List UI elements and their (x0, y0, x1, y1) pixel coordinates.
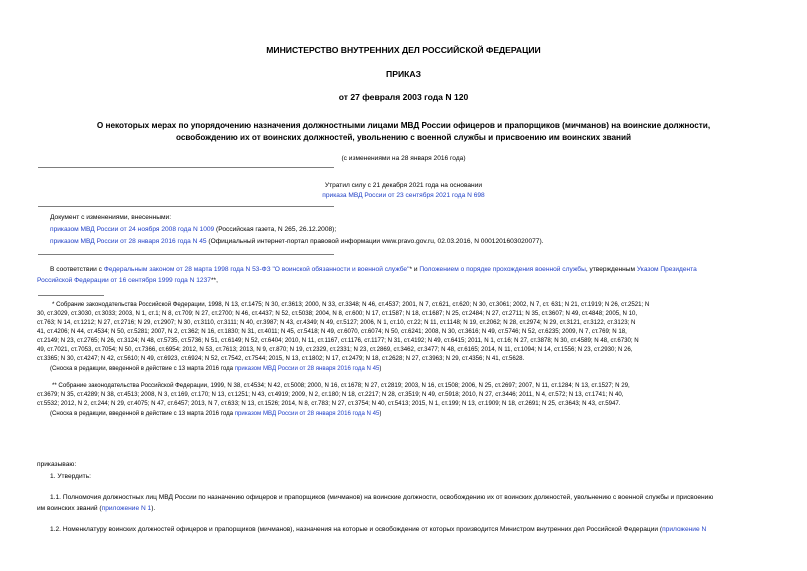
footnote-2-line: ст.3679; N 35, ст.4289; N 38, ст.4513; 2008, N 3, ст.169, ст.170; N 13, ст.1251; N 43, ст.4919; 2009, N 2, ст.180; N 18, ст.2217; N 28, ст.3519; N 49, ст.5918; 2010, N 27, ст.3446; 2011, N 4, ст.572; N 13, ст.1741; N 40, (37, 391, 624, 398)
footnote-separator (38, 295, 104, 296)
preamble-paragraph-cont (37, 277, 218, 286)
appendix-1-link[interactable]: приложение N 1 (101, 505, 152, 512)
repeal-order-link[interactable]: приказа МВД России от 23 сентября 2021 года N 698 (322, 192, 485, 199)
doc-title-line-1: О некоторых мерах по упорядочению назначения должностными лицами МВД России офицеров и прапорщиков (мичманов) на воинские должности, (96, 121, 711, 130)
doc-title-line-2: освобождению их от воинских должностей, увольнению с военной службы и присвоению им воинских званий (175, 133, 632, 142)
item-1-1-close: ). (151, 505, 156, 512)
edit-note-close: ) (379, 410, 382, 417)
preamble-text: , утвержденным (585, 266, 637, 273)
change-order-2-source: (Официальный интернет-портал правовой информации www.pravo.gov.ru, 02.03.2016, N 0001201603020077). (206, 238, 544, 245)
presidential-decree-link-cont[interactable]: Российской Федерации от 16 сентября 1999 года N 1237 (37, 277, 211, 284)
status-link-line (0, 192, 807, 199)
item-1-2-text: 1.2. Номенклатуру воинских должностей офицеров и прапорщиков (мичманов), назначения на которые и освобождение от которых производится Министром внутренних дел Российской Федерации ( (50, 526, 663, 533)
item-1-1-text: им воинских званий ( (37, 505, 102, 512)
service-regulation-link[interactable]: Положением о порядке прохождения военной службы (419, 266, 586, 273)
footnote-1-line: * Собрание законодательства Российской Федерации, 1998, N 13, ст.1475; N 30, ст.3613; 2000, N 33, ст.3348; N 46, ст.4537; 2001, N 7, ст.621, ст.620; N 30, ст.3061; 2002, N 7, ст. 631; N 21, ст.1919; N 26, ст.2521; N (52, 301, 650, 308)
ministry-heading: МИНИСТЕРСТВО ВНУТРЕННИХ ДЕЛ РОССИЙСКОЙ ФЕДЕРАЦИИ (266, 45, 541, 55)
footnote-1-line: 41, ст.4206; N 44, ст.4534; N 50, ст.5281; 2007, N 2, ст.362; N 16, ст.1830; N 31, ст.4011; N 45, ст.5418; N 49, ст.6070, ст.6074; N 50, ст.6241; 2008, N 30, ст.3616; N 49, ст.5746; N 52, ст.6235; 2009, N 7, ст.769; N 18, (37, 328, 627, 335)
change-order-1-link[interactable]: приказом МВД России от 24 ноября 2008 года N 1009 (50, 226, 215, 233)
preamble-text: * и (409, 266, 420, 273)
separator-rule (38, 167, 334, 168)
footnote-2-edit-note (50, 410, 381, 419)
change-order-2-link[interactable]: приказом МВД России от 28 января 2016 года N 45 (50, 238, 207, 245)
footnote-2-line: ** Собрание законодательства Российской Федерации, 1999, N 38, ст.4534; N 42, ст.5008; 2000, N 16, ст.1678; N 27, ст.2819; 2003, N 16, ст.1508; 2006, N 25, ст.2697; 2007, N 11, ст.1284; N 13, ст.1527; N 29, (52, 382, 630, 389)
preamble-text: В соответствии с (50, 266, 104, 273)
item-1: 1. Утвердить: (50, 473, 91, 480)
changes-heading: Документ с изменениями, внесенными: (50, 214, 172, 221)
footnote-1-edit-note (50, 365, 381, 374)
separator-rule (38, 206, 334, 207)
item-1-2-line-1 (50, 526, 706, 535)
changes-item-1 (50, 226, 336, 235)
item-1-1-line-1: 1.1. Полномочия должностных лиц МВД России по назначению офицеров и прапорщиков (мичманов) на воинские должности, освобождению их от воинских должностей, увольнению с военной службы и присвоению (50, 494, 714, 501)
appendix-2-link[interactable]: приложение N (662, 526, 707, 533)
footnote-1-amend-link[interactable]: приказом МВД России от 28 января 2016 года N 45 (234, 365, 380, 372)
doc-type-heading: ПРИКАЗ (386, 69, 421, 79)
footnote-1-line: 30, ст.3029, ст.3030, ст.3033; 2003, N 1, ст.1; N 8, ст.709; N 27, ст.2700; N 46, ст.4437; N 52, ст.5038; 2004, N 8, ст.600; N 17, ст.1587; N 18, ст.1687; N 25, ст.2484; N 27, ст.2711; N 35, ст.3607; N 49, ст.4848; 2005, N 10, (37, 310, 638, 317)
change-order-1-source: (Российская газета, N 265, 26.12.2008); (214, 226, 337, 233)
federal-law-link[interactable]: Федеральным законом от 28 марта 1998 года N 53-ФЗ "О воинской обязанности и военной службе" (103, 266, 410, 273)
amendments-note: (с изменениями на 28 января 2016 года) (341, 155, 466, 162)
footnote-1-line: ст.2149; N 23, ст.2765; N 26, ст.3124; N 48, ст.5735, ст.5736; N 51, ст.6149; N 52, ст.6404; 2010, N 11, ст.1167, ст.1176, ст.1177; N 31, ст.4192; N 49, ст.6415; 2011, N 1, ст.16; N 27, ст.3878; N 30, ст.4589; N 48, ст.6730; N (37, 337, 639, 344)
separator-rule (38, 254, 334, 255)
preamble-paragraph (50, 266, 772, 275)
changes-item-2 (50, 238, 544, 247)
edit-note-text: (Сноска в редакции, введенной в действие с 13 марта 2016 года (50, 410, 235, 417)
orders-word: приказываю: (37, 461, 77, 468)
presidential-decree-link[interactable]: Указом Президента (636, 266, 697, 273)
footnote-1-line: ст.763; N 14, ст.1212; N 27, ст.2716; N 29, ст.2907; N 30, ст.3110, ст.3111; N 40, ст.3987; N 43, ст.4349; N 49, ст.5127; 2006, N 1, ст.10, ст.22; N 11, ст.1148; N 19, ст.2062; N 28, ст.2974; N 29, ст.3121, ст.3122, ст.3123; N (37, 319, 636, 326)
edit-note-text: (Сноска в редакции, введенной в действие с 13 марта 2016 года (50, 365, 235, 372)
footnote-1-line: 49, ст.7021, ст.7053, ст.7054; N 50, ст.7366, ст.6954; 2012, N 53, ст.7613; 2013, N 9, ст.870; N 19, ст.2329, ст.2331; N 23, ст.2869, ст.3462, ст.3477; N 48, ст.6165; 2014, N 11, ст.1094; N 14, ст.1556; N 23, ст.2930; N 26, (37, 346, 633, 353)
edit-note-close: ) (379, 365, 382, 372)
item-1-1-line-2 (37, 505, 155, 514)
status-text: Утратил силу с 21 декабря 2021 года на основании (324, 182, 483, 189)
doc-date-number: от 27 февраля 2003 года N 120 (338, 92, 469, 102)
footnote-2-amend-link[interactable]: приказом МВД России от 28 января 2016 года N 45 (234, 410, 380, 417)
preamble-text: **, (210, 277, 218, 284)
footnote-2-line: ст.5532; 2012, N 2, ст.244; N 29, ст.4075; N 47, ст.6457; 2013, N 7, ст.633; N 13, ст.1526; 2014, N 8, ст.783; N 27, ст.3754; N 40, ст.5413; 2015, N 1, ст.199; N 13, ст.1909; N 18, ст.2691; N 25, ст.3643; N 43, ст.5947. (37, 400, 621, 407)
footnote-1-line: ст.3365; N 30, ст.4247; N 42, ст.5610; N 49, ст.6923, ст.6924; N 52, ст.7542, ст.7544; 2015, N 13, ст.1802; N 17, ст.2479; N 18, ст.2628; N 27, ст.3963; N 29, ст.4356; N 41, ст.5628. (37, 355, 525, 362)
